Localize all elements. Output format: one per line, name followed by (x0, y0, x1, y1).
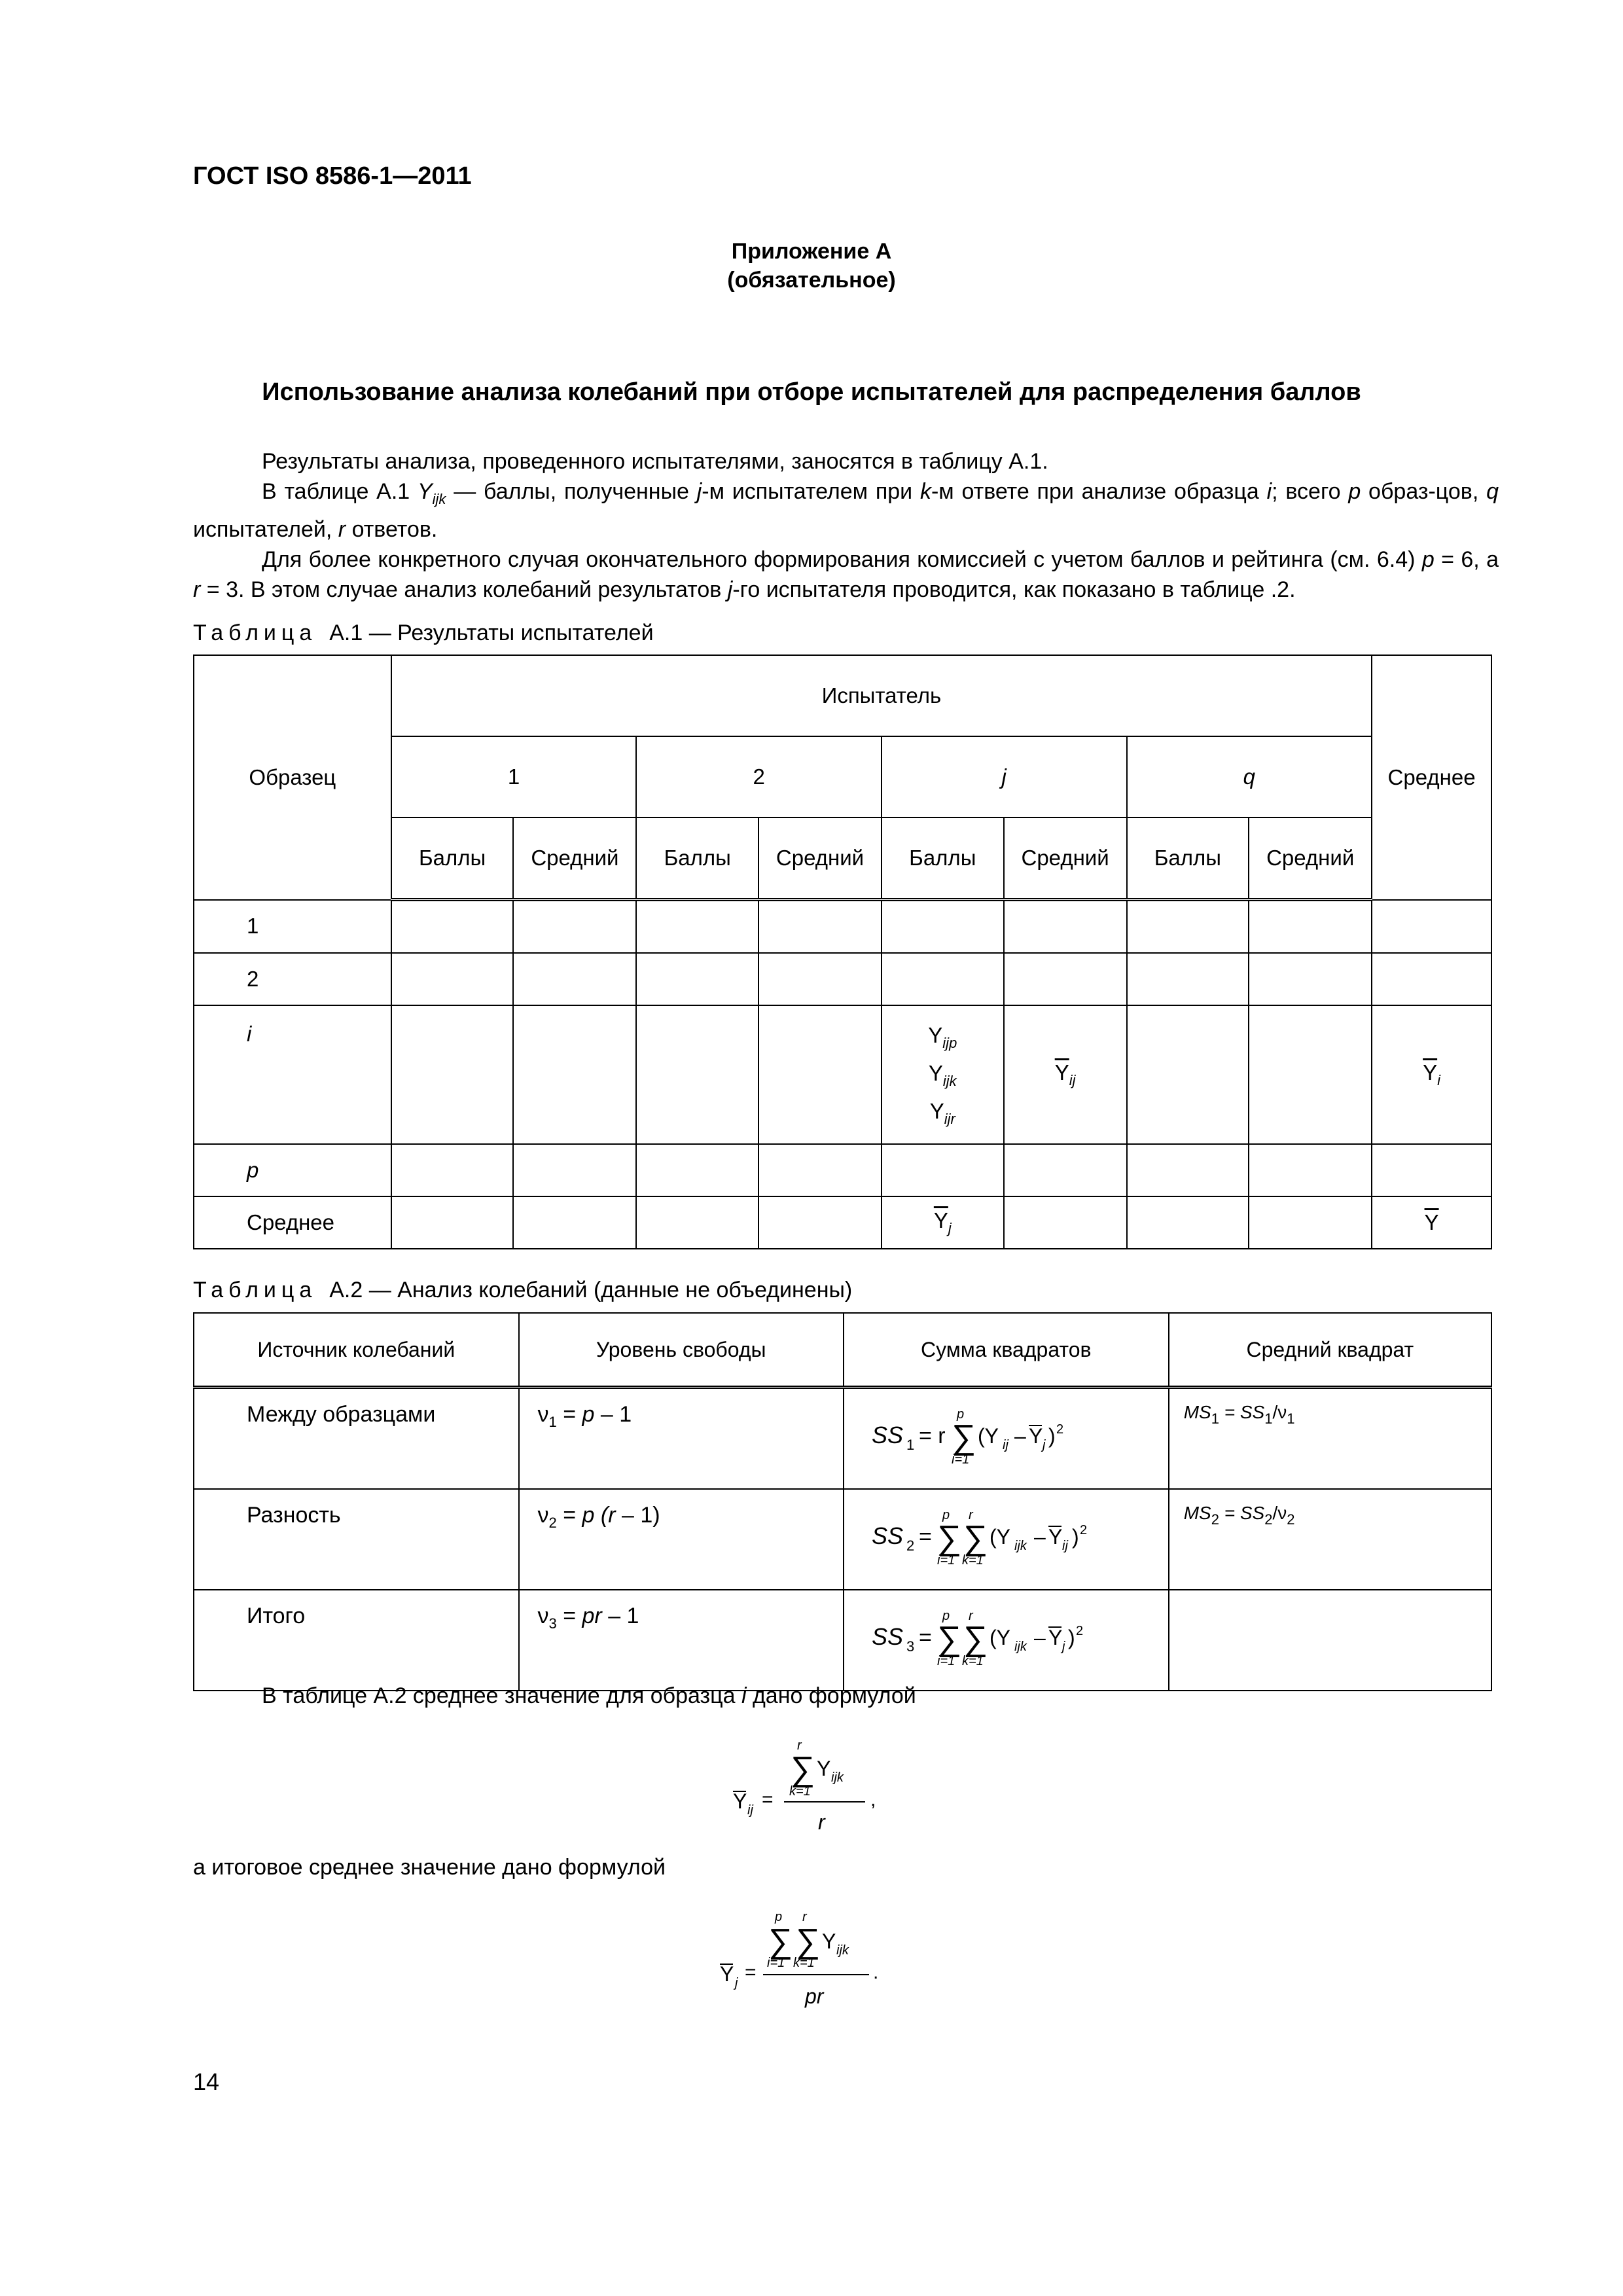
ss-formula-3 (844, 1590, 1169, 1691)
paragraph-3: Для более конкретного случая окончательного формирования комиссией с учетом баллов и рейтинга (см. 6.4) p = 6, а r = 3. В этом случае анализ колебаний результатов j-го испытателя проводится, как показано в таблице .2. (193, 547, 1499, 602)
svg-text:p: p (942, 1508, 950, 1522)
sub-mean: Средний (1249, 817, 1372, 900)
svg-text:(Y: (Y (989, 1626, 1010, 1649)
header-sample: Образец (194, 655, 391, 900)
sub-score: Баллы (391, 817, 514, 900)
cell-scores: $Y_{ijp}$ $Y_{ijk}$ $Y_{ijr}$ (882, 1005, 1004, 1144)
source-label: Разность (194, 1489, 519, 1590)
body-paragraphs (193, 446, 1499, 605)
table-row (194, 1144, 1491, 1196)
svg-text:(Y: (Y (977, 1424, 999, 1448)
svg-text:r: r (968, 1508, 973, 1522)
svg-text:ij: ij (1061, 1539, 1068, 1553)
sub-mean: Средний (1004, 817, 1127, 900)
svg-text:Y: Y (1028, 1424, 1043, 1448)
sub-score: Баллы (882, 817, 1004, 900)
row-label: 1 (194, 900, 391, 954)
svg-text:=: = (918, 1524, 932, 1549)
cell-row-mean: $\overline{Y}_i$ (1372, 1005, 1491, 1144)
header-tester: Испытатель (391, 655, 1372, 736)
svg-text:2: 2 (1075, 1624, 1083, 1638)
svg-text:=: = (745, 1962, 757, 1983)
section-title: Использование анализа колебаний при отборе испытателей для распределения баллов (262, 378, 1361, 406)
svg-text:k=1: k=1 (789, 1784, 811, 1799)
df-formula: $\nu_3$ = pr – 1 (519, 1590, 844, 1691)
svg-text:.: . (873, 1962, 879, 1983)
svg-text:j: j (1061, 1640, 1065, 1654)
appendix-status: (обязательное) (727, 268, 896, 293)
standard-header: ГОСТ ISO 8586-1—2011 (193, 162, 472, 190)
sub-score: Баллы (636, 817, 758, 900)
tester-1: 1 (391, 736, 637, 817)
svg-text:= r: = r (918, 1424, 946, 1448)
table-row (194, 1388, 1491, 1490)
svg-text:i=1: i=1 (767, 1956, 785, 1970)
svg-text:k=1: k=1 (961, 1654, 984, 1668)
header-source: Источник колебаний (194, 1313, 519, 1388)
svg-text:ijk: ijk (1014, 1640, 1027, 1654)
df-formula: $\nu_2 = p$ (r – 1) (519, 1489, 844, 1590)
svg-text:): ) (1071, 1525, 1079, 1549)
svg-text:ij: ij (1002, 1438, 1008, 1452)
ss-formula-1 (844, 1388, 1169, 1490)
cell-column-mean: $\overline{Y}_j$ (882, 1196, 1004, 1249)
table-row (194, 900, 1491, 954)
svg-text:p: p (775, 1910, 783, 1924)
tester-2: 2 (636, 736, 882, 817)
svg-text:pr: pr (805, 1984, 824, 2008)
table2-caption: Таблица А.2 — Анализ колебаний (данные не объединены) (193, 1278, 853, 1302)
header-mean: Среднее (1372, 655, 1491, 900)
row-label: 2 (194, 953, 391, 1005)
header-ms: Средний квадрат (1169, 1313, 1491, 1388)
svg-text:Y: Y (1048, 1525, 1063, 1549)
svg-text:r: r (802, 1910, 807, 1924)
svg-text:): ) (1048, 1424, 1056, 1448)
formula-sample-mean (0, 1731, 1623, 1846)
svg-text:ij: ij (747, 1803, 753, 1818)
tester-q: q (1127, 736, 1372, 817)
cell-grand-mean: $\overline{Y}$ (1372, 1196, 1491, 1249)
svg-text:∑: ∑ (796, 1922, 821, 1960)
svg-text:=: = (762, 1789, 774, 1810)
svg-text:p: p (956, 1407, 964, 1422)
header-ss: Сумма квадратов (844, 1313, 1169, 1388)
ss-sub: 1 (906, 1437, 915, 1453)
cell-tester-mean: $\overline{Y}_{ij}$ (1004, 1005, 1127, 1144)
table-row (194, 1590, 1491, 1691)
svg-text:k=1: k=1 (793, 1956, 815, 1970)
svg-text:∑: ∑ (963, 1620, 988, 1658)
svg-text:2: 2 (1079, 1523, 1087, 1537)
svg-text:∑: ∑ (791, 1750, 815, 1788)
table-results (193, 655, 1492, 1249)
svg-text:Y: Y (817, 1757, 831, 1780)
paragraph-1: Результаты анализа, проведенного испытателями, заносятся в таблицу А.1. (262, 449, 1048, 474)
svg-text:r: r (797, 1738, 802, 1753)
svg-text:,: , (870, 1789, 876, 1810)
svg-text:–: – (1014, 1424, 1026, 1448)
text-after-table2: В таблице А.2 среднее значение для образца i дано формулой (262, 1683, 916, 1708)
source-label: Между образцами (194, 1388, 519, 1490)
svg-text:2: 2 (1056, 1422, 1063, 1437)
source-label: Итого (194, 1590, 519, 1691)
header-df: Уровень свободы (519, 1313, 844, 1388)
svg-text:∑: ∑ (936, 1620, 961, 1658)
svg-text:j: j (735, 1976, 738, 1990)
sub-score: Баллы (1127, 817, 1249, 900)
table-row (194, 1196, 1491, 1249)
final-text: а итоговое среднее значение дано формулой (193, 1855, 666, 1880)
svg-text:ijk: ijk (1014, 1539, 1027, 1553)
row-label: Среднее (194, 1196, 391, 1249)
ss-sub: 3 (906, 1638, 915, 1655)
appendix-heading (0, 237, 1623, 295)
svg-text:): ) (1067, 1626, 1075, 1649)
svg-text:r: r (968, 1609, 973, 1623)
svg-text:i=1: i=1 (936, 1553, 955, 1568)
formula-total-mean (0, 1901, 1623, 2022)
ss-sub: 2 (906, 1537, 915, 1554)
table1-caption: Таблица А.1 — Результаты испытателей (193, 620, 654, 645)
row-label: p (194, 1144, 391, 1196)
ms-empty (1169, 1590, 1491, 1691)
appendix-title: Приложение А (731, 239, 892, 264)
svg-text:ijk: ijk (836, 1943, 849, 1958)
svg-text:p: p (942, 1609, 950, 1623)
table-row (194, 1005, 1491, 1144)
sub-mean: Средний (758, 817, 882, 900)
svg-text:–: – (1033, 1525, 1046, 1549)
svg-text:∑: ∑ (936, 1519, 961, 1557)
df-formula: $\nu_1 = p - 1$ (519, 1388, 844, 1490)
ms-formula: $MS_2 = SS_2/\nu_2$ (1169, 1489, 1491, 1590)
sub-mean: Средний (513, 817, 636, 900)
table-variance-analysis (193, 1312, 1492, 1691)
page-number: 14 (193, 2068, 220, 2095)
tester-j: j (882, 736, 1127, 817)
svg-text:∑: ∑ (768, 1922, 793, 1960)
ms-formula: $MS_1 = SS_1/\nu_1$ (1169, 1388, 1491, 1490)
table-row (194, 1489, 1491, 1590)
table-row (194, 953, 1491, 1005)
ss-name: SS (871, 1422, 903, 1448)
svg-text:k=1: k=1 (961, 1553, 984, 1568)
svg-text:i=1: i=1 (936, 1654, 955, 1668)
svg-text:=: = (918, 1625, 932, 1650)
paragraph-2: В таблице А.1 $Y_{ijk}$ — баллы, полученные j-м испытателем при k-м ответе при анализе образца i; всего p образ-цов, q испытателей, r ответов. (193, 479, 1499, 542)
svg-text:(Y: (Y (989, 1525, 1010, 1549)
svg-text:Y: Y (733, 1789, 747, 1813)
ss-name: SS (871, 1522, 903, 1549)
svg-text:Y: Y (822, 1929, 836, 1953)
svg-text:∑: ∑ (951, 1418, 976, 1456)
svg-text:Y: Y (1048, 1626, 1063, 1649)
svg-text:r: r (818, 1810, 825, 1834)
row-label: i (194, 1005, 391, 1144)
svg-text:Y: Y (720, 1962, 734, 1986)
svg-text:j: j (1042, 1438, 1046, 1452)
svg-text:ijk: ijk (831, 1770, 844, 1785)
svg-text:–: – (1033, 1626, 1046, 1649)
ss-name: SS (871, 1623, 903, 1650)
ss-formula-2 (844, 1489, 1169, 1590)
svg-text:∑: ∑ (963, 1519, 988, 1557)
svg-text:i=1: i=1 (951, 1452, 970, 1467)
